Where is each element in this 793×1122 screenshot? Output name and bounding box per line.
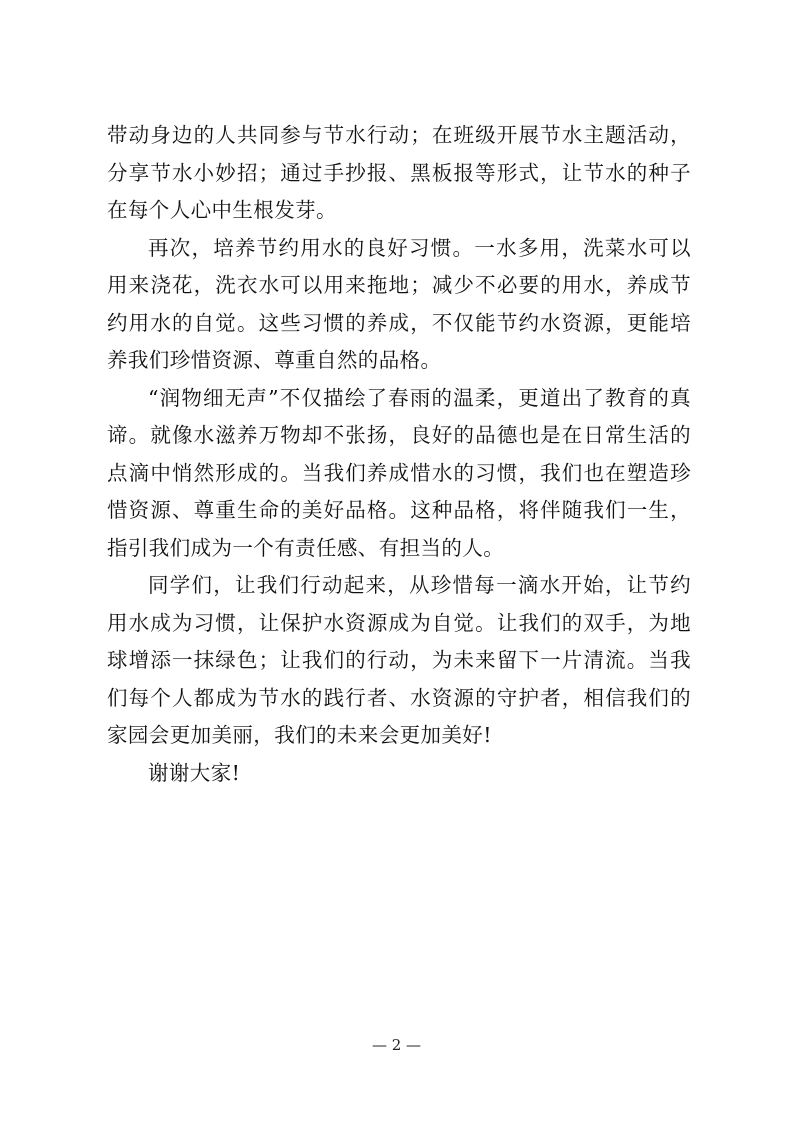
paragraph-thanks: 谢谢大家!: [148, 760, 241, 785]
paragraph-quote: “润物细无声”不仅描绘了春雨的温柔，更道出了教育的真谛。就像水滋养万物却不张扬，良好的品德也是在日常生活的点滴中悄然形成的。当我们养成惜水的习惯，我们也在塑造珍惜资源、尊重生命的美好品格。这种品格，将伴随我们一生，指引我们成为一个有责任感、有担当的人。: [107, 385, 691, 560]
paragraph-habits: 再次，培养节约用水的良好习惯。一水多用，洗菜水可以用来浇花，洗衣水可以用来拖地；减少不必要的用水，养成节约用水的自觉。这些习惯的养成，不仅能节约水资源，更能培养我们珍惜资源、尊重自然的品格。: [107, 235, 691, 372]
paragraph-continuation: 带动身边的人共同参与节水行动；在班级开展节水主题活动，分享节水小妙招；通过手抄报、黑板报等形式，让节水的种子在每个人心中生根发芽。: [107, 123, 691, 222]
paragraph-call-to-action: 同学们，让我们行动起来，从珍惜每一滴水开始，让节约用水成为习惯，让保护水资源成为自觉。让我们的双手，为地球增添一抹绿色；让我们的行动，为未来留下一片清流。当我们每个人都成为节水的践行者、水资源的守护者，相信我们的家园会更加美丽，我们的未来会更加美好!: [107, 573, 691, 747]
document-body: [107, 117, 691, 792]
page-number: — 2 —: [371, 1036, 422, 1054]
